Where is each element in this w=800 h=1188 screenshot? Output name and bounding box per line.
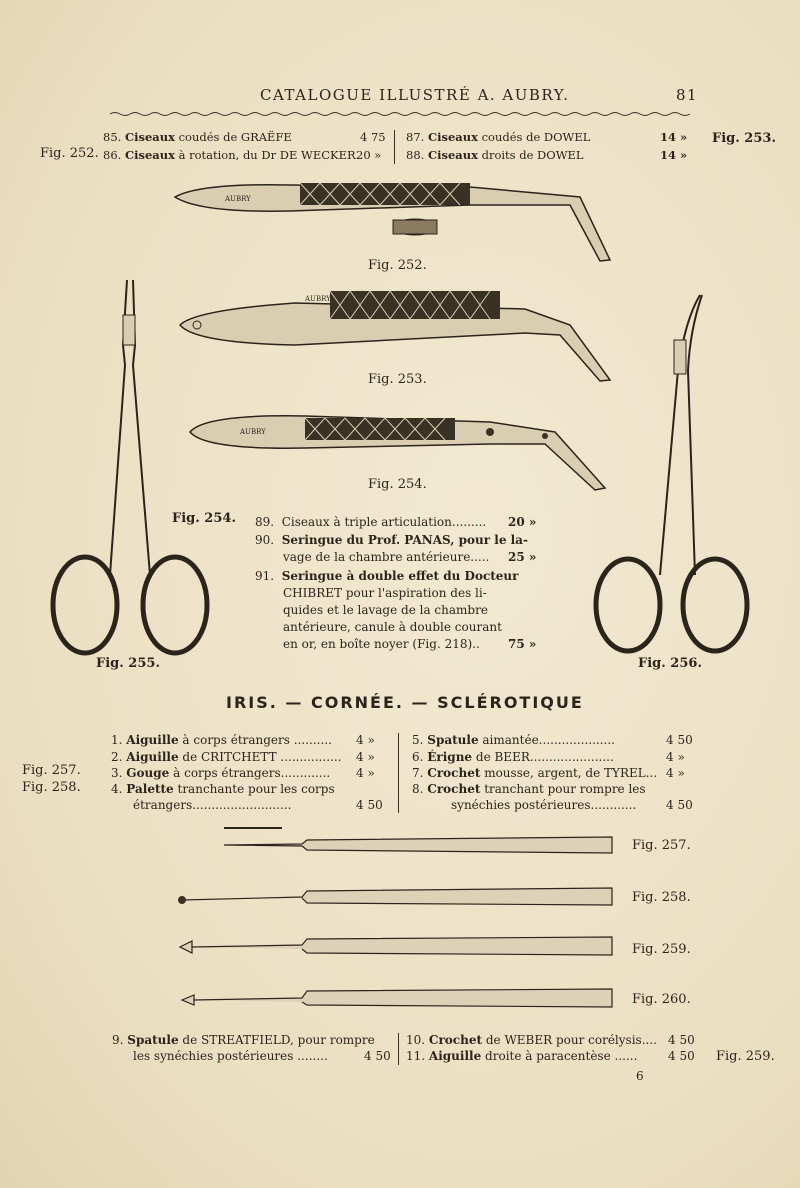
item-9-price: 4 50	[364, 1049, 391, 1063]
caption-fig-259: Fig. 259.	[632, 942, 691, 957]
item-91: 91. Seringue à double effet du Docteur	[255, 569, 519, 583]
item-88-price: 14 »	[660, 148, 688, 162]
caption-fig-256: Fig. 256.	[638, 656, 702, 671]
item-91-line-2: CHIBRET pour l'aspiration des li-	[283, 586, 487, 600]
item-10-price: 4 50	[668, 1033, 695, 1047]
item-88: 88. Ciseaux droits de DOWEL	[406, 148, 584, 162]
caption-fig-252: Fig. 252.	[368, 258, 427, 273]
iris-item-8-line-2: synéchies postérieures............	[451, 798, 637, 812]
item-86-price: 20 »	[356, 148, 382, 162]
page-title: CATALOGUE ILLUSTRÉ A. AUBRY.	[260, 86, 570, 104]
item-89: 89. Ciseaux à triple articulation.........	[255, 515, 487, 529]
iris-item-8-price: 4 50	[666, 798, 693, 812]
brand-mark: AUBRY	[240, 428, 266, 436]
iris-item-6-price: 4 »	[666, 750, 685, 764]
item-11: 11. Aiguille droite à paracentèse ......	[406, 1049, 638, 1063]
caption-fig-258: Fig. 258.	[632, 890, 691, 905]
item-91-line-3: quides et le lavage de la chambre	[283, 603, 488, 617]
caption-fig-254: Fig. 254.	[368, 477, 427, 492]
brand-mark: AUBRY	[225, 195, 251, 203]
item-9: 9. Spatule de STREATFIELD, pour rompre	[112, 1033, 375, 1047]
iris-item-2-price: 4 »	[356, 750, 375, 764]
item-87-price: 14 »	[660, 130, 688, 144]
iris-item-7-price: 4 »	[666, 766, 685, 780]
iris-item-5-price: 4 50	[666, 733, 693, 747]
side-ref-fig-259: Fig. 259.	[716, 1049, 775, 1064]
item-87: 87. Ciseaux coudés de DOWEL	[406, 130, 591, 144]
scissors-255-icon	[45, 275, 215, 660]
caption-fig-260: Fig. 260.	[632, 992, 691, 1007]
iris-item-1-price: 4 »	[356, 733, 375, 747]
scissors-252-icon	[170, 175, 620, 270]
iris-item-4-price: 4 50	[356, 798, 383, 812]
caption-fig-257: Fig. 257.	[632, 838, 691, 853]
iris-item-8: 8. Crochet tranchant pour rompre les	[412, 782, 646, 796]
caption-fig-255: Fig. 255.	[96, 656, 160, 671]
item-90-line-2: vage de la chambre antérieure.....	[283, 550, 490, 564]
side-ref-fig-252: Fig. 252.	[40, 146, 99, 161]
item-91-price: 75 »	[508, 637, 537, 651]
iris-item-1: 1. Aiguille à corps étrangers ..........	[111, 733, 332, 747]
item-90: 90. Seringue du Prof. PANAS, pour le la-	[255, 533, 528, 547]
item-10: 10. Crochet de WEBER pour corélysis....	[406, 1033, 657, 1047]
brace	[398, 1033, 399, 1065]
caption-fig-253: Fig. 253.	[368, 372, 427, 387]
section-title: IRIS. — CORNÉE. — SCLÉROTIQUE	[226, 693, 584, 712]
side-ref-fig-258: Fig. 258.	[22, 780, 81, 795]
side-ref-fig-253: Fig. 253.	[712, 131, 776, 146]
item-89-price: 20 »	[508, 515, 537, 529]
iris-item-3: 3. Gouge à corps étrangers.............	[111, 766, 331, 780]
caption-fig-254-ref: Fig. 254.	[172, 511, 236, 526]
iris-item-3-price: 4 »	[356, 766, 375, 780]
item-90-price: 25 »	[508, 550, 537, 564]
brace	[398, 733, 399, 813]
iris-item-4-line-2: étrangers..........................	[133, 798, 292, 812]
page-number: 81	[676, 86, 699, 104]
item-85-price: 4 75	[360, 130, 386, 144]
brace	[394, 130, 395, 164]
item-9-line-2: les synéchies postérieures ........	[133, 1049, 328, 1063]
item-11-price: 4 50	[668, 1049, 695, 1063]
item-91-line-4: antérieure, canule à double courant	[283, 620, 502, 634]
iris-item-7: 7. Crochet mousse, argent, de TYREL...	[412, 766, 658, 780]
iris-item-5: 5. Spatule aimantée....................	[412, 733, 615, 747]
instruments-257-260-icon	[222, 825, 617, 1015]
iris-item-6: 6. Érigne de BEER......................	[412, 750, 614, 764]
item-86: 86. Ciseaux à rotation, du Dr DE WECKER.	[103, 148, 360, 162]
side-ref-fig-257: Fig. 257.	[22, 763, 81, 778]
item-91-line-5: en or, en boîte noyer (Fig. 218)..	[283, 637, 480, 651]
iris-item-4: 4. Palette tranchante pour les corps	[111, 782, 335, 796]
iris-item-2: 2. Aiguille de CRITCHETT ................	[111, 750, 342, 764]
brand-mark: AUBRY	[305, 295, 331, 303]
signature-mark: 6	[636, 1069, 644, 1083]
scissors-256-icon	[590, 290, 755, 660]
forceps-253-icon	[175, 285, 620, 385]
item-85: 85. Ciseaux coudés de GRAËFE	[103, 130, 292, 144]
wavy-header-rule	[110, 110, 690, 118]
